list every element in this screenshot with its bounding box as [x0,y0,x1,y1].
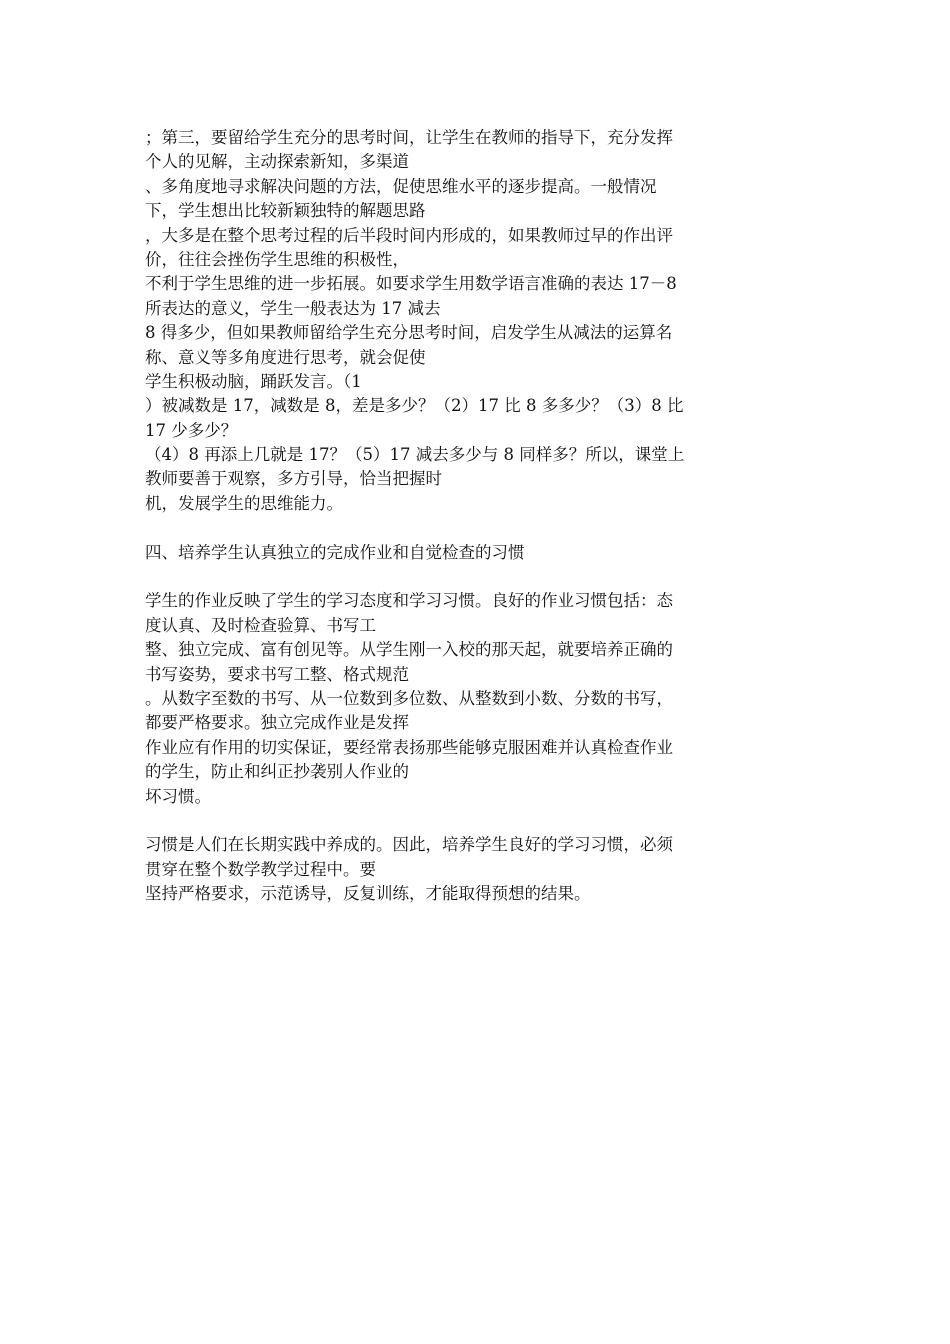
text-line: 不利于学生思维的进一步拓展。如要求学生用数学语言准确的表达 17－8 [145,274,677,294]
paragraph-gap [145,516,785,540]
text-line: 学生的作业反映了学生的学习态度和学习习惯。良好的作业习惯包括：态 [145,591,673,611]
text-line: 个人的见解，主动探索新知，多渠道 [145,152,409,172]
text-line: 坚持严格要求，示范诱导，反复训练，才能取得预想的结果。 [145,884,591,904]
paragraph [145,589,785,809]
paragraph-gap [145,809,785,833]
text-line: 贯穿在整个数学教学过程中。要 [145,859,376,879]
text-line: （4）8 再添上几就是 17？（5）17 减去多少与 8 同样多？所以，课堂上 [145,445,685,465]
text-line: 下，学生想出比较新颖独特的解题思路 [145,201,426,221]
text-line: 四、培养学生认真独立的完成作业和自觉检查的习惯 [145,542,525,562]
text-line: 都要严格要求。独立完成作业是发挥 [145,713,409,733]
text-line: 17 少多少？ [145,420,238,440]
text-line: 整、独立完成、富有创见等。从学生刚一入校的那天起，就要培养正确的 [145,640,673,660]
text-line: 称、意义等多角度进行思考，就会促使 [145,347,426,367]
paragraph [145,126,785,516]
paragraph-gap [145,565,785,589]
text-line: 。从数字至数的书写、从一位数到多位数、从整数到小数、分数的书写， [145,688,673,708]
section-heading [145,541,785,565]
text-line: 习惯是人们在长期实践中养成的。因此，培养学生良好的学习习惯，必须 [145,835,673,855]
text-line: 坏习惯。 [145,786,211,806]
document-body [145,126,785,907]
paragraph [145,833,785,906]
text-line: 作业应有作用的切实保证，要经常表扬那些能够克服困难并认真检查作业 [145,737,673,757]
text-line: 机，发展学生的思维能力。 [145,493,343,513]
text-line: 所表达的意义，学生一般表达为 17 减去 [145,298,441,318]
text-line: ，大多是在整个思考过程的后半段时间内形成的，如果教师过早的作出评 [145,225,673,245]
text-line: ；第三，要留给学生充分的思考时间，让学生在教师的指导下，充分发挥 [145,128,673,147]
text-line: 8 得多少，但如果教师留给学生充分思考时间，启发学生从减法的运算名 [145,323,673,343]
text-line: 书写姿势，要求书写工整、格式规范 [145,664,409,684]
text-line: ）被减数是 17，减数是 8，差是多少？（2）17 比 8 多多少？（3）8 比 [145,396,684,416]
text-line: 、多角度地寻求解决问题的方法，促使思维水平的逐步提高。一般情况 [145,176,657,196]
text-line: 学生积极动脑，踊跃发言。（1 [145,371,362,391]
text-line: 教师要善于观察，多方引导，恰当把握时 [145,469,442,489]
text-line: 价，往往会挫伤学生思维的积极性， [145,249,409,269]
text-line: 的学生，防止和纠正抄袭别人作业的 [145,762,409,782]
text-line: 度认真、及时检查验算、书写工 [145,615,376,635]
